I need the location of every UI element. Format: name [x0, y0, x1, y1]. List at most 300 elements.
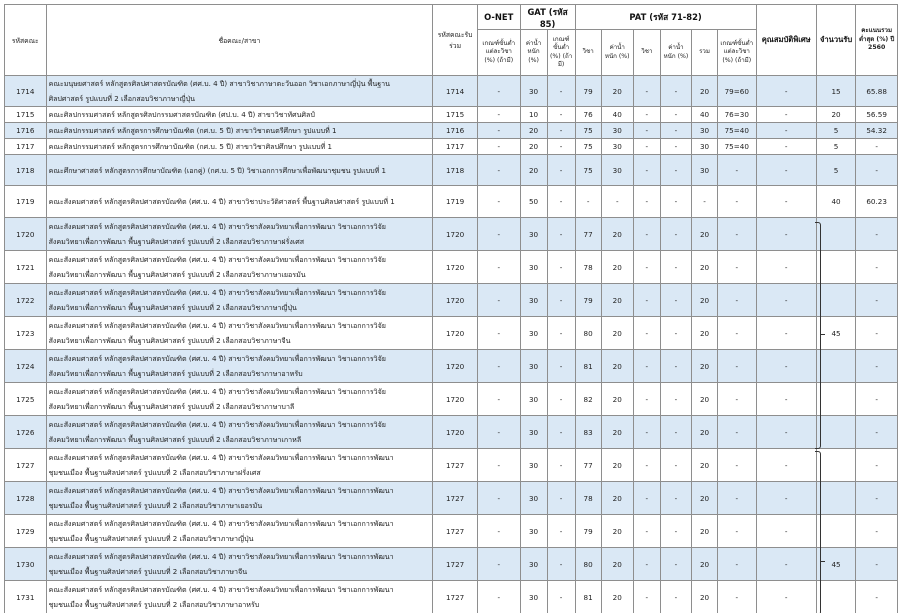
header-joint-code: รหัสคณะรับร่วม — [433, 5, 478, 76]
cell-q: 5 — [816, 155, 855, 186]
faculty-line-1: คณะศิลปกรรมศาสตร์ หลักสูตรศิลปกรรมศาสตรบัณฑิต (ศป.บ. 4 ปี) สาขาวิชาทัศนศิลป์ — [48, 110, 315, 119]
header-pat-subject-1: วิชา — [575, 30, 601, 76]
cell-pm: 75=40 — [718, 139, 757, 155]
cell-joint: 1727 — [433, 449, 478, 482]
cell-w2: - — [660, 548, 691, 581]
faculty-line-1: คณะสังคมศาสตร์ หลักสูตรศิลปศาสตรบัณฑิต (ศศ.บ. 4 ปี) สาขาวิชาสังคมวิทยาเพื่อการพัฒนา วิชาเอกการวิจัย — [48, 420, 386, 429]
cell-q — [816, 284, 855, 317]
cell-code: 1715 — [5, 107, 47, 123]
header-onet-min: เกณฑ์ขั้นต่ำแต่ละวิชา (%) (ถ้ามี) — [477, 30, 520, 76]
cell-gm: - — [547, 515, 575, 548]
cell-w1: 20 — [601, 251, 633, 284]
cell-joint: 1717 — [433, 139, 478, 155]
cell-w2: - — [660, 383, 691, 416]
cell-q — [816, 383, 855, 416]
faculty-line-1: คณะสังคมศาสตร์ หลักสูตรศิลปศาสตรบัณฑิต (ศศ.บ. 4 ปี) สาขาวิชาสังคมวิทยาเพื่อการพัฒนา วิชาเอกการวิจัย — [48, 321, 386, 330]
cell-w1: 20 — [601, 515, 633, 548]
cell-code: 1723 — [5, 317, 47, 350]
cell-tot: - — [692, 186, 718, 218]
cell-p2: - — [633, 107, 660, 123]
cell-gw: 20 — [520, 139, 547, 155]
table-row — [5, 416, 898, 449]
cell-gw: 30 — [520, 416, 547, 449]
cell-ms: - — [856, 449, 898, 482]
faculty-line-1: คณะศิลปกรรมศาสตร์ หลักสูตรการศึกษาบัณฑิต (กศ.บ. 5 ปี) สาขาวิชาศิลปศึกษา รูปแบบที่ 1 — [48, 142, 333, 151]
cell-tot: 20 — [692, 218, 718, 251]
header-faculty: ชื่อคณะ/สาขา — [46, 5, 433, 76]
cell-tot: 20 — [692, 449, 718, 482]
cell-sp: - — [756, 218, 816, 251]
cell-ms: - — [856, 284, 898, 317]
cell-p1: 78 — [575, 251, 601, 284]
cell-sp: - — [756, 350, 816, 383]
cell-faculty-name — [46, 107, 433, 123]
header-pat-weight-1: ค่าน้ำหนัก (%) — [601, 30, 633, 76]
cell-w2: - — [660, 515, 691, 548]
cell-gw: 30 — [520, 218, 547, 251]
cell-gw: 20 — [520, 123, 547, 139]
cell-faculty-name — [46, 76, 433, 107]
cell-pm: - — [718, 548, 757, 581]
cell-w1: - — [601, 186, 633, 218]
cell-faculty-name — [46, 317, 433, 350]
cell-p2: - — [633, 139, 660, 155]
cell-faculty-name — [46, 548, 433, 581]
cell-gm: - — [547, 449, 575, 482]
cell-tot: 20 — [692, 317, 718, 350]
cell-tot: 20 — [692, 350, 718, 383]
cell-q — [816, 416, 855, 449]
cell-p1: 81 — [575, 350, 601, 383]
cell-sp: - — [756, 284, 816, 317]
cell-w1: 20 — [601, 482, 633, 515]
cell-p2: - — [633, 416, 660, 449]
cell-gw: 30 — [520, 482, 547, 515]
cell-code: 1716 — [5, 123, 47, 139]
cell-gm: - — [547, 548, 575, 581]
cell-code: 1725 — [5, 383, 47, 416]
cell-joint: 1714 — [433, 76, 478, 107]
table-row — [5, 139, 898, 155]
cell-tot: 30 — [692, 139, 718, 155]
cell-p2: - — [633, 383, 660, 416]
cell-faculty-name — [46, 155, 433, 186]
cell-w1: 30 — [601, 139, 633, 155]
cell-w2: - — [660, 317, 691, 350]
table-row — [5, 218, 898, 251]
cell-ms: - — [856, 548, 898, 581]
cell-p1: 78 — [575, 482, 601, 515]
faculty-line-1: คณะสังคมศาสตร์ หลักสูตรศิลปศาสตรบัณฑิต (ศศ.บ. 4 ปี) สาขาวิชาสังคมวิทยาเพื่อการพัฒนา วิชาเอกการพัฒนา — [48, 519, 394, 528]
cell-gw: 30 — [520, 383, 547, 416]
cell-sp: - — [756, 383, 816, 416]
header-pat: PAT (รหัส 71-82) — [575, 5, 756, 30]
cell-faculty-name — [46, 482, 433, 515]
header-gat-min: เกณฑ์ขั้นต่ำ (%) (ถ้ามี) — [547, 30, 575, 76]
faculty-line-1: คณะสังคมศาสตร์ หลักสูตรศิลปศาสตรบัณฑิต (ศศ.บ. 4 ปี) สาขาวิชาสังคมวิทยาเพื่อการพัฒนา วิชาเอกการพัฒนา — [48, 552, 394, 561]
cell-gm: - — [547, 581, 575, 613]
cell-code: 1727 — [5, 449, 47, 482]
cell-gw: 30 — [520, 251, 547, 284]
cell-p2: - — [633, 186, 660, 218]
cell-ms: 60.23 — [856, 186, 898, 218]
cell-p1: 80 — [575, 317, 601, 350]
cell-gw: 20 — [520, 155, 547, 186]
faculty-line-1: คณะสังคมศาสตร์ หลักสูตรศิลปศาสตรบัณฑิต (ศศ.บ. 4 ปี) สาขาวิชาสังคมวิทยาเพื่อการพัฒนา วิชาเอกการวิจัย — [48, 288, 386, 297]
cell-p1: 79 — [575, 76, 601, 107]
cell-onet: - — [477, 581, 520, 613]
cell-q — [816, 218, 855, 251]
cell-p1: 81 — [575, 581, 601, 613]
cell-p2: - — [633, 482, 660, 515]
cell-p1: 82 — [575, 383, 601, 416]
faculty-line-1: คณะสังคมศาสตร์ หลักสูตรศิลปศาสตรบัณฑิต (ศศ.บ. 4 ปี) สาขาวิชาสังคมวิทยาเพื่อการพัฒนา วิชาเอกการวิจัย — [48, 387, 386, 396]
cell-pm: - — [718, 383, 757, 416]
cell-p2: - — [633, 317, 660, 350]
cell-pm: - — [718, 581, 757, 613]
cell-p2: - — [633, 76, 660, 107]
cell-gw: 30 — [520, 449, 547, 482]
cell-code: 1717 — [5, 139, 47, 155]
cell-w1: 20 — [601, 218, 633, 251]
cell-gw: 30 — [520, 284, 547, 317]
cell-w2: - — [660, 284, 691, 317]
cell-onet: - — [477, 317, 520, 350]
cell-gm: - — [547, 76, 575, 107]
cell-joint: 1715 — [433, 107, 478, 123]
header-pat-subject-2: วิชา — [633, 30, 660, 76]
table-row — [5, 317, 898, 350]
quota-bracket-1 — [815, 222, 821, 449]
cell-gm: - — [547, 218, 575, 251]
table-row — [5, 548, 898, 581]
cell-gw: 30 — [520, 317, 547, 350]
cell-p1: 75 — [575, 155, 601, 186]
cell-faculty-name — [46, 186, 433, 218]
faculty-line-2: สังคมวิทยาเพื่อการพัฒนา พื้นฐานศิลปศาสตร์ รูปแบบที่ 2 เลือกสอบวิชาภาษาฝรั่งเศส — [48, 237, 305, 246]
cell-w2: - — [660, 350, 691, 383]
cell-w2: - — [660, 251, 691, 284]
cell-p2: - — [633, 155, 660, 186]
table-row — [5, 284, 898, 317]
cell-tot: 20 — [692, 515, 718, 548]
cell-w1: 20 — [601, 76, 633, 107]
cell-sp: - — [756, 581, 816, 613]
cell-joint: 1720 — [433, 251, 478, 284]
cell-q — [816, 515, 855, 548]
cell-w2: - — [660, 139, 691, 155]
cell-ms: 56.59 — [856, 107, 898, 123]
header-pat-total: รวม — [692, 30, 718, 76]
faculty-line-2: ศิลปศาสตร์ รูปแบบที่ 2 เลือกสอบวิชาภาษาญี่ปุ่น — [48, 94, 195, 103]
cell-onet: - — [477, 186, 520, 218]
cell-w2: - — [660, 581, 691, 613]
cell-ms: - — [856, 139, 898, 155]
cell-code: 1726 — [5, 416, 47, 449]
faculty-line-2: ชุมชนเมือง พื้นฐานศิลปศาสตร์ รูปแบบที่ 2 เลือกสอบวิชาภาษาเยอรมัน — [48, 501, 263, 510]
cell-q — [816, 581, 855, 613]
table-body — [5, 76, 898, 613]
table-row — [5, 251, 898, 284]
cell-gm: - — [547, 251, 575, 284]
faculty-line-1: คณะสังคมศาสตร์ หลักสูตรศิลปศาสตรบัณฑิต (ศศ.บ. 4 ปี) สาขาวิชาสังคมวิทยาเพื่อการพัฒนา วิชาเอกการพัฒนา — [48, 585, 394, 594]
faculty-line-2: ชุมชนเมือง พื้นฐานศิลปศาสตร์ รูปแบบที่ 2 เลือกสอบวิชาภาษาญี่ปุ่น — [48, 534, 254, 543]
cell-w2: - — [660, 155, 691, 186]
cell-gm: - — [547, 416, 575, 449]
cell-onet: - — [477, 416, 520, 449]
cell-p1: 77 — [575, 218, 601, 251]
faculty-line-2: สังคมวิทยาเพื่อการพัฒนา พื้นฐานศิลปศาสตร์ รูปแบบที่ 2 เลือกสอบวิชาภาษาจีน — [48, 336, 291, 345]
cell-faculty-name — [46, 218, 433, 251]
cell-w1: 20 — [601, 581, 633, 613]
cell-joint: 1720 — [433, 350, 478, 383]
cell-p1: 76 — [575, 107, 601, 123]
header-pat-weight-2: ค่าน้ำหนัก (%) — [660, 30, 691, 76]
faculty-line-2: ชุมชนเมือง พื้นฐานศิลปศาสตร์ รูปแบบที่ 2 เลือกสอบวิชาภาษาอาหรับ — [48, 600, 260, 609]
cell-w1: 30 — [601, 155, 633, 186]
faculty-line-2: ชุมชนเมือง พื้นฐานศิลปศาสตร์ รูปแบบที่ 2 เลือกสอบวิชาภาษาฝรั่งเศส — [48, 468, 261, 477]
cell-gm: - — [547, 317, 575, 350]
cell-p1: 77 — [575, 449, 601, 482]
cell-sp: - — [756, 155, 816, 186]
cell-pm: - — [718, 317, 757, 350]
cell-joint: 1727 — [433, 548, 478, 581]
table-row — [5, 515, 898, 548]
cell-tot: 20 — [692, 482, 718, 515]
faculty-line-1: คณะสังคมศาสตร์ หลักสูตรศิลปศาสตรบัณฑิต (ศศ.บ. 4 ปี) สาขาวิชาสังคมวิทยาเพื่อการพัฒนา วิชาเอกการวิจัย — [48, 354, 386, 363]
cell-onet: - — [477, 123, 520, 139]
cell-joint: 1727 — [433, 515, 478, 548]
cell-p2: - — [633, 218, 660, 251]
cell-sp: - — [756, 548, 816, 581]
cell-ms: - — [856, 482, 898, 515]
cell-onet: - — [477, 155, 520, 186]
header-onet: O-NET — [477, 5, 520, 30]
cell-faculty-name — [46, 350, 433, 383]
cell-joint: 1720 — [433, 317, 478, 350]
faculty-line-1: คณะสังคมศาสตร์ หลักสูตรศิลปศาสตรบัณฑิต (ศศ.บ. 4 ปี) สาขาวิชาสังคมวิทยาเพื่อการพัฒนา วิชาเอกการวิจัย — [48, 255, 386, 264]
cell-code: 1724 — [5, 350, 47, 383]
cell-p1: 79 — [575, 284, 601, 317]
cell-onet: - — [477, 350, 520, 383]
cell-faculty-name — [46, 139, 433, 155]
faculty-line-2: สังคมวิทยาเพื่อการพัฒนา พื้นฐานศิลปศาสตร์ รูปแบบที่ 2 เลือกสอบวิชาภาษาญี่ปุ่น — [48, 303, 297, 312]
cell-onet: - — [477, 449, 520, 482]
cell-p1: 79 — [575, 515, 601, 548]
cell-gw: 30 — [520, 581, 547, 613]
cell-joint: 1720 — [433, 383, 478, 416]
cell-faculty-name — [46, 383, 433, 416]
cell-code: 1722 — [5, 284, 47, 317]
cell-faculty-name — [46, 449, 433, 482]
cell-w2: - — [660, 186, 691, 218]
cell-ms: - — [856, 515, 898, 548]
table-row — [5, 76, 898, 107]
table-row — [5, 155, 898, 186]
cell-joint: 1719 — [433, 186, 478, 218]
cell-p1: 75 — [575, 123, 601, 139]
cell-w2: - — [660, 123, 691, 139]
cell-gm: - — [547, 186, 575, 218]
cell-pm: 79=60 — [718, 76, 757, 107]
table-row — [5, 186, 898, 218]
cell-p2: - — [633, 123, 660, 139]
cell-gw: 30 — [520, 515, 547, 548]
cell-q — [816, 449, 855, 482]
cell-joint: 1720 — [433, 416, 478, 449]
cell-ms: - — [856, 383, 898, 416]
cell-q: 15 — [816, 76, 855, 107]
table-row — [5, 449, 898, 482]
cell-sp: - — [756, 482, 816, 515]
cell-onet: - — [477, 548, 520, 581]
cell-gw: 50 — [520, 186, 547, 218]
cell-sp: - — [756, 76, 816, 107]
cell-onet: - — [477, 139, 520, 155]
table-row — [5, 350, 898, 383]
cell-tot: 20 — [692, 76, 718, 107]
cell-onet: - — [477, 515, 520, 548]
cell-w1: 20 — [601, 350, 633, 383]
cell-w2: - — [660, 218, 691, 251]
header-min-score: คะแนนรวมต่ำสุด (%) ปี 2560 — [856, 5, 898, 76]
cell-w1: 20 — [601, 416, 633, 449]
cell-ms: 65.88 — [856, 76, 898, 107]
cell-sp: - — [756, 449, 816, 482]
cell-w1: 20 — [601, 383, 633, 416]
cell-w2: - — [660, 449, 691, 482]
cell-tot: 30 — [692, 155, 718, 186]
table-row — [5, 383, 898, 416]
cell-ms: - — [856, 581, 898, 613]
cell-gw: 10 — [520, 107, 547, 123]
cell-faculty-name — [46, 581, 433, 613]
cell-sp: - — [756, 123, 816, 139]
faculty-line-1: คณะสังคมศาสตร์ หลักสูตรศิลปศาสตรบัณฑิต (ศศ.บ. 4 ปี) สาขาวิชาสังคมวิทยาเพื่อการพัฒนา วิชาเอกการพัฒนา — [48, 453, 394, 462]
cell-code: 1720 — [5, 218, 47, 251]
cell-gm: - — [547, 482, 575, 515]
cell-pm: - — [718, 186, 757, 218]
admission-table — [4, 4, 898, 613]
header-quota: จำนวนรับ — [816, 5, 855, 76]
cell-gm: - — [547, 107, 575, 123]
cell-pm: - — [718, 218, 757, 251]
cell-tot: 20 — [692, 284, 718, 317]
cell-q — [816, 251, 855, 284]
cell-code: 1719 — [5, 186, 47, 218]
cell-tot: 20 — [692, 581, 718, 613]
cell-gw: 30 — [520, 350, 547, 383]
cell-w1: 20 — [601, 548, 633, 581]
cell-faculty-name — [46, 416, 433, 449]
table-row — [5, 107, 898, 123]
cell-p2: - — [633, 251, 660, 284]
cell-w2: - — [660, 416, 691, 449]
quota-bracket-2 — [815, 451, 821, 613]
cell-code: 1728 — [5, 482, 47, 515]
cell-q: 20 — [816, 107, 855, 123]
faculty-line-2: ชุมชนเมือง พื้นฐานศิลปศาสตร์ รูปแบบที่ 2 เลือกสอบวิชาภาษาจีน — [48, 567, 248, 576]
cell-code: 1718 — [5, 155, 47, 186]
cell-q: 40 — [816, 186, 855, 218]
cell-pm: - — [718, 155, 757, 186]
faculty-line-1: คณะมนุษยศาสตร์ หลักสูตรศิลปศาสตรบัณฑิต (ศศ.บ. 4 ปี) สาขาวิชาภาษาตะวันออก วิชาเอกภาษาญี่ปุ่น พื้นฐาน — [48, 79, 390, 88]
cell-q — [816, 482, 855, 515]
faculty-line-1: คณะสังคมศาสตร์ หลักสูตรศิลปศาสตรบัณฑิต (ศศ.บ. 4 ปี) สาขาวิชาสังคมวิทยาเพื่อการพัฒนา วิชาเอกการวิจัย — [48, 222, 386, 231]
cell-sp: - — [756, 107, 816, 123]
cell-pm: - — [718, 416, 757, 449]
cell-gm: - — [547, 383, 575, 416]
cell-pm: - — [718, 350, 757, 383]
cell-ms: - — [856, 416, 898, 449]
cell-w1: 30 — [601, 123, 633, 139]
cell-joint: 1727 — [433, 581, 478, 613]
cell-sp: - — [756, 251, 816, 284]
quota-bracket-tick-1 — [821, 334, 825, 335]
cell-tot: 20 — [692, 548, 718, 581]
cell-p1: 80 — [575, 548, 601, 581]
cell-gm: - — [547, 123, 575, 139]
cell-code: 1721 — [5, 251, 47, 284]
cell-sp: - — [756, 317, 816, 350]
cell-joint: 1718 — [433, 155, 478, 186]
cell-joint: 1720 — [433, 284, 478, 317]
cell-tot: 40 — [692, 107, 718, 123]
cell-code: 1714 — [5, 76, 47, 107]
cell-gm: - — [547, 155, 575, 186]
cell-code: 1729 — [5, 515, 47, 548]
cell-pm: 75=40 — [718, 123, 757, 139]
cell-ms: - — [856, 317, 898, 350]
cell-p1: 83 — [575, 416, 601, 449]
cell-w1: 20 — [601, 317, 633, 350]
faculty-line-1: คณะศิลปกรรมศาสตร์ หลักสูตรการศึกษาบัณฑิต (กศ.บ. 5 ปี) สาขาวิชาดนตรีศึกษา รูปแบบที่ 1 — [48, 126, 337, 135]
faculty-line-1: คณะสังคมศาสตร์ หลักสูตรศิลปศาสตรบัณฑิต (ศศ.บ. 4 ปี) สาขาวิชาประวัติศาสตร์ พื้นฐานศิลปศาสตร์ รูปแบบที่ 1 — [48, 197, 395, 206]
cell-joint: 1716 — [433, 123, 478, 139]
cell-p1: 75 — [575, 139, 601, 155]
cell-w1: 20 — [601, 449, 633, 482]
cell-faculty-name — [46, 123, 433, 139]
cell-onet: - — [477, 218, 520, 251]
cell-pm: - — [718, 449, 757, 482]
cell-pm: - — [718, 515, 757, 548]
faculty-line-2: สังคมวิทยาเพื่อการพัฒนา พื้นฐานศิลปศาสตร์ รูปแบบที่ 2 เลือกสอบวิชาภาษาบาลี — [48, 402, 295, 411]
cell-p2: - — [633, 515, 660, 548]
cell-p1: - — [575, 186, 601, 218]
header-code: รหัสคณะ — [5, 5, 47, 76]
cell-onet: - — [477, 251, 520, 284]
cell-sp: - — [756, 416, 816, 449]
header-gat-weight: ค่าน้ำหนัก (%) — [520, 30, 547, 76]
cell-gw: 30 — [520, 76, 547, 107]
cell-q: 45 — [816, 548, 855, 581]
cell-gm: - — [547, 284, 575, 317]
cell-ms: - — [856, 350, 898, 383]
cell-w1: 20 — [601, 284, 633, 317]
header-gat: GAT (รหัส 85) — [520, 5, 575, 30]
cell-pm: 76=30 — [718, 107, 757, 123]
cell-ms: 54.32 — [856, 123, 898, 139]
cell-ms: - — [856, 251, 898, 284]
cell-onet: - — [477, 107, 520, 123]
table-row — [5, 123, 898, 139]
faculty-line-1: คณะสังคมศาสตร์ หลักสูตรศิลปศาสตรบัณฑิต (ศศ.บ. 4 ปี) สาขาวิชาสังคมวิทยาเพื่อการพัฒนา วิชาเอกการพัฒนา — [48, 486, 394, 495]
cell-tot: 20 — [692, 383, 718, 416]
cell-joint: 1720 — [433, 218, 478, 251]
cell-joint: 1727 — [433, 482, 478, 515]
cell-w2: - — [660, 107, 691, 123]
cell-code: 1730 — [5, 548, 47, 581]
